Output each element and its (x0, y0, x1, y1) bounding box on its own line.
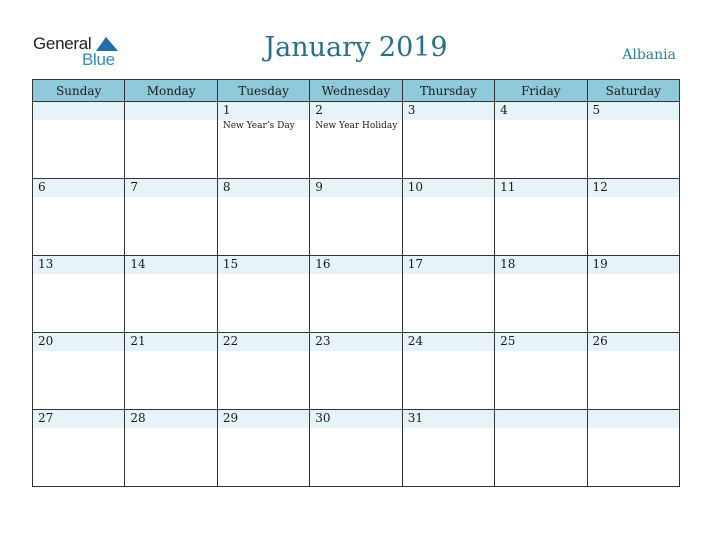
day-band (125, 333, 216, 351)
day-band (310, 333, 401, 351)
day-cell (587, 179, 679, 256)
day-cell (402, 102, 494, 179)
day-band (125, 410, 216, 428)
day-cell (310, 256, 402, 333)
day-cell (217, 333, 309, 410)
day-cell (495, 102, 587, 179)
day-cell (310, 333, 402, 410)
day-band (125, 102, 216, 120)
day-number: 4 (500, 103, 508, 117)
day-band (33, 102, 124, 120)
day-number: 19 (592, 257, 608, 271)
day-number: 25 (500, 334, 516, 348)
week-row (33, 410, 680, 487)
weekday-header-row (33, 80, 680, 102)
day-cell (402, 410, 494, 487)
day-number: 8 (222, 180, 231, 194)
day-cell (587, 256, 679, 333)
day-band (588, 256, 679, 274)
day-band (310, 410, 401, 428)
day-band (403, 179, 494, 197)
logo-text-general: General (33, 34, 92, 53)
day-band (588, 179, 679, 197)
day-cell (125, 410, 217, 487)
day-band (495, 333, 586, 351)
day-cell (402, 256, 494, 333)
day-band (218, 102, 309, 120)
day-number: 24 (407, 334, 423, 348)
weekday-header: Monday (125, 80, 217, 102)
day-number: 29 (222, 411, 239, 425)
day-number: 14 (130, 257, 146, 271)
day-number: 30 (315, 411, 331, 425)
month-title: January 2019 (264, 32, 448, 63)
day-cell (33, 102, 125, 179)
day-number: 7 (130, 180, 139, 194)
day-number: 20 (38, 334, 54, 348)
day-band (218, 179, 309, 197)
day-number: 6 (38, 180, 46, 194)
day-band (310, 179, 401, 197)
day-cell (33, 410, 125, 487)
day-band (310, 256, 401, 274)
day-number: 27 (38, 411, 54, 425)
day-cell (310, 102, 402, 179)
day-number: 2 (315, 103, 323, 117)
week-row (33, 102, 680, 179)
day-band (218, 410, 309, 428)
day-band (588, 410, 679, 428)
day-number: 18 (500, 257, 516, 271)
day-number: 22 (222, 334, 239, 348)
week-row (33, 256, 680, 333)
day-band (495, 410, 586, 428)
day-band (588, 333, 679, 351)
day-number: 21 (130, 334, 146, 348)
weekday-header: Saturday (587, 80, 679, 102)
day-number: 11 (500, 180, 516, 194)
day-cell (402, 179, 494, 256)
day-band (310, 102, 401, 120)
day-band (125, 179, 216, 197)
day-cell (33, 256, 125, 333)
day-band (403, 410, 494, 428)
day-cell (587, 333, 679, 410)
day-number: 9 (315, 180, 323, 194)
weekday-header: Friday (495, 80, 587, 102)
day-number: 10 (407, 180, 423, 194)
week-row (33, 179, 680, 256)
day-number: 17 (407, 257, 423, 271)
day-cell (217, 256, 309, 333)
day-band (495, 256, 586, 274)
day-cell (125, 333, 217, 410)
day-number: 12 (592, 180, 608, 194)
week-row (33, 333, 680, 410)
weekday-header: Sunday (33, 80, 125, 102)
day-number: 13 (38, 257, 54, 271)
day-band (403, 256, 494, 274)
day-cell (125, 179, 217, 256)
day-band (218, 256, 309, 274)
day-band (125, 256, 216, 274)
day-number: 15 (222, 257, 239, 271)
day-band (588, 102, 679, 120)
day-number: 23 (315, 334, 331, 348)
day-band (33, 410, 124, 428)
day-cell (495, 256, 587, 333)
day-number: 26 (592, 334, 608, 348)
day-cell (495, 410, 587, 487)
day-cell (402, 333, 494, 410)
day-number: 1 (222, 103, 231, 117)
day-cell (33, 179, 125, 256)
country-label: Albania (622, 47, 676, 63)
day-number: 16 (315, 257, 331, 271)
day-number: 31 (407, 411, 423, 425)
weekday-header: Wednesday (310, 80, 402, 102)
day-cell (125, 256, 217, 333)
day-cell (217, 179, 309, 256)
day-cell (495, 179, 587, 256)
day-cell (125, 102, 217, 179)
day-band (33, 333, 124, 351)
day-band (495, 102, 586, 120)
weekday-header: Tuesday (217, 80, 309, 102)
day-band (403, 102, 494, 120)
calendar-grid (32, 79, 680, 487)
day-cell (217, 102, 309, 179)
day-cell (587, 102, 679, 179)
day-cell (495, 333, 587, 410)
holiday-label: New Year’s Day (222, 121, 295, 131)
logo-text-blue: Blue (82, 50, 115, 69)
day-band (33, 256, 124, 274)
day-cell (310, 410, 402, 487)
weekday-header: Thursday (402, 80, 494, 102)
day-number: 28 (130, 411, 146, 425)
day-band (403, 333, 494, 351)
day-band (33, 179, 124, 197)
day-band (495, 179, 586, 197)
day-cell (587, 410, 679, 487)
day-cell (33, 333, 125, 410)
day-cell (310, 179, 402, 256)
day-number: 3 (407, 103, 416, 117)
day-number: 5 (592, 103, 601, 117)
holiday-label: New Year Holiday (315, 121, 398, 131)
day-band (218, 333, 309, 351)
day-cell (217, 410, 309, 487)
